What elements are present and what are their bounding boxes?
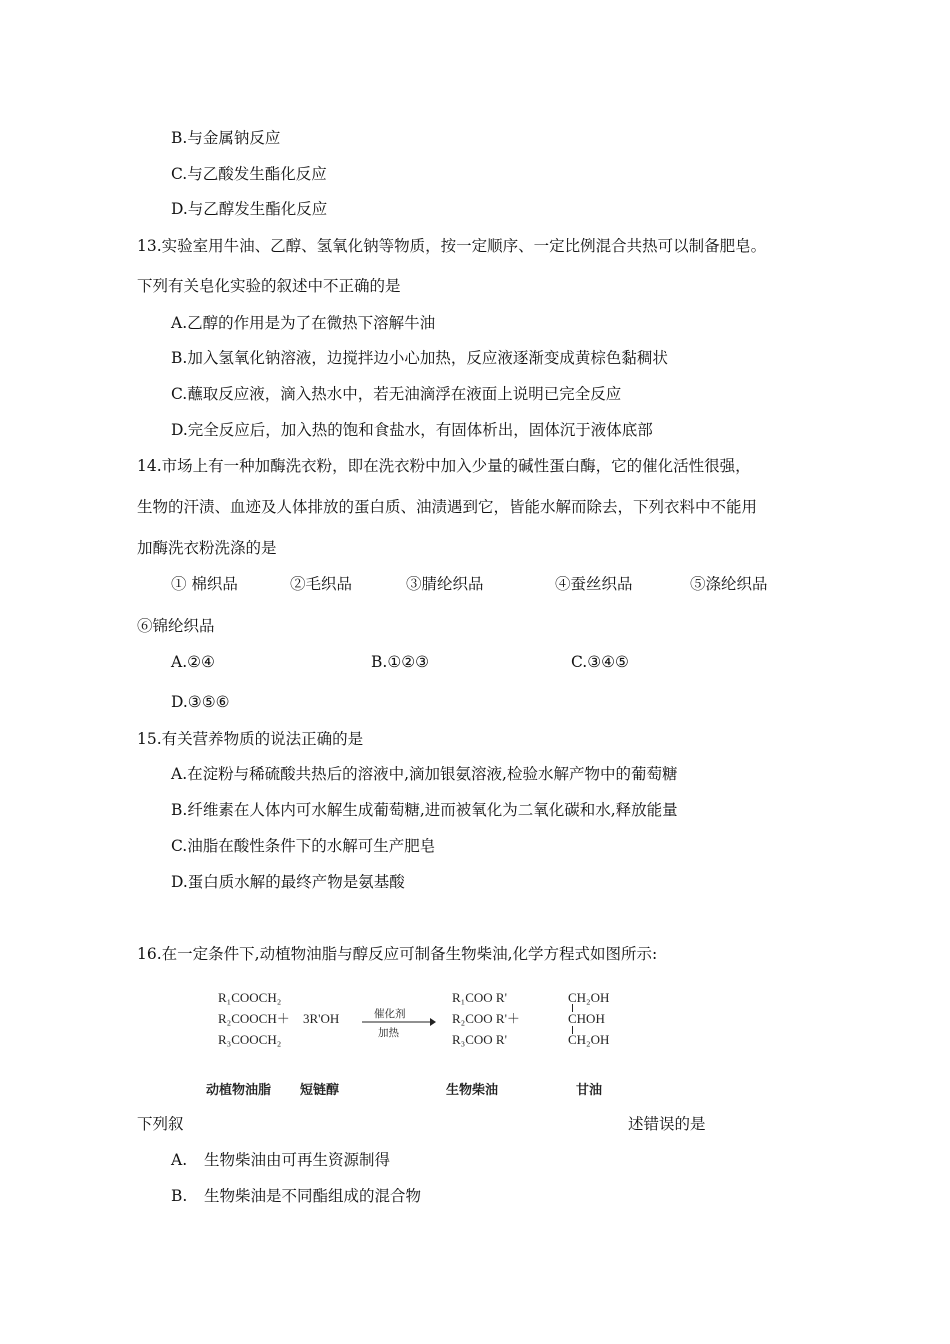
caption-glycerol: 甘油 [576, 1083, 603, 1098]
q13-option-c: C.蘸取反应液，滴入热水中，若无油滴浮在液面上说明已完全反应 [171, 385, 622, 403]
fat-line-2: R₂COOCH＋ [218, 1011, 290, 1026]
q13-option-b: B.加入氢氧化钠溶液，边搅拌边小心加热，反应液逐渐变成黄棕色黏稠状 [171, 349, 668, 367]
q14-item-3: ③腈纶织品 [406, 575, 484, 593]
condition-heat: 加热 [378, 1027, 399, 1039]
q12-option-b: B.与金属钠反应 [171, 129, 281, 147]
fat-line-1: R₁COOCH₂ [218, 990, 282, 1005]
q14-item-1: ① 棉织品 [171, 575, 238, 593]
glycerol-line-2: CHOH [568, 1011, 605, 1026]
q13-stem-line1: 13.实验室用牛油、乙醇、氢氧化钠等物质，按一定顺序、一定比例混合共热可以制备肥皂。 [137, 237, 767, 255]
q14-option-c: C.③④⑤ [571, 653, 629, 671]
biodiesel-line-1: R₁COO R' [452, 990, 507, 1005]
biodiesel-line-2: R₂COO R'＋ [452, 1011, 520, 1026]
q14-option-b: B.①②③ [371, 653, 430, 671]
q15-option-c: C.油脂在酸性条件下的水解可生产肥皂 [171, 837, 436, 855]
glycerol-line-1: CH₂OH [568, 990, 610, 1005]
alcohol-formula: 3R'OH [303, 1011, 340, 1026]
q13-stem-line2: 下列有关皂化实验的叙述中不正确的是 [137, 277, 401, 295]
q16-follow-left: 下列叙 [137, 1115, 184, 1133]
q14-option-d: D.③⑤⑥ [171, 693, 230, 711]
fat-line-3: R₃COOCH₂ [218, 1032, 282, 1047]
caption-biodiesel: 生物柴油 [446, 1083, 499, 1098]
q14-item-5: ⑤涤纶织品 [690, 575, 768, 593]
q14-stem-line3: 加酶洗衣粉洗涤的是 [137, 539, 277, 557]
q13-option-a: A.乙醇的作用是为了在微热下溶解牛油 [171, 314, 436, 332]
q15-option-d: D.蛋白质水解的最终产物是氨基酸 [171, 873, 405, 891]
q15-stem: 15.有关营养物质的说法正确的是 [137, 730, 364, 748]
q13-option-d: D.完全反应后，加入热的饱和食盐水，有固体析出，固体沉于液体底部 [171, 421, 653, 439]
q12-option-d: D.与乙醇发生酯化反应 [171, 200, 328, 218]
q14-item-6: ⑥锦纶织品 [137, 617, 215, 635]
q16-option-a-text: 生物柴油由可再生资源制得 [204, 1151, 391, 1169]
q15-option-a: A.在淀粉与稀硫酸共热后的溶液中,滴加银氨溶液,检验水解产物中的葡萄糖 [171, 765, 678, 783]
biodiesel-line-3: R₃COO R' [452, 1032, 507, 1047]
glycerol-line-3: CH₂OH [568, 1032, 610, 1047]
caption-fat: 动植物油脂 [206, 1083, 272, 1098]
caption-alcohol: 短链醇 [300, 1083, 340, 1098]
q16-option-b-label: B. [171, 1187, 188, 1205]
q14-item-4: ④蚕丝织品 [555, 575, 633, 593]
q14-option-a: A.②④ [171, 653, 215, 671]
q16-option-a-label: A. [171, 1151, 188, 1169]
glycerol-bond-lines [570, 1004, 576, 1036]
condition-catalyst: 催化剂 [374, 1008, 406, 1020]
q12-option-c: C.与乙酸发生酯化反应 [171, 165, 327, 183]
q15-option-b: B.纤维素在人体内可水解生成葡萄糖,进而被氧化为二氧化碳和水,释放能量 [171, 801, 678, 819]
q16-stem: 16.在一定条件下,动植物油脂与醇反应可制备生物柴油,化学方程式如图所示: [137, 945, 658, 963]
q14-stem-line1: 14.市场上有一种加酶洗衣粉，即在洗衣粉中加入少量的碱性蛋白酶，它的催化活性很强， [137, 457, 751, 475]
q16-follow-right: 述错误的是 [628, 1115, 706, 1133]
q14-stem-line2: 生物的汗渍、血迹及人体排放的蛋白质、油渍遇到它，皆能水解而除去，下列衣料中不能用 [137, 498, 758, 516]
q14-item-2: ②毛织品 [290, 575, 353, 593]
q16-option-b-text: 生物柴油是不同酯组成的混合物 [204, 1187, 422, 1205]
